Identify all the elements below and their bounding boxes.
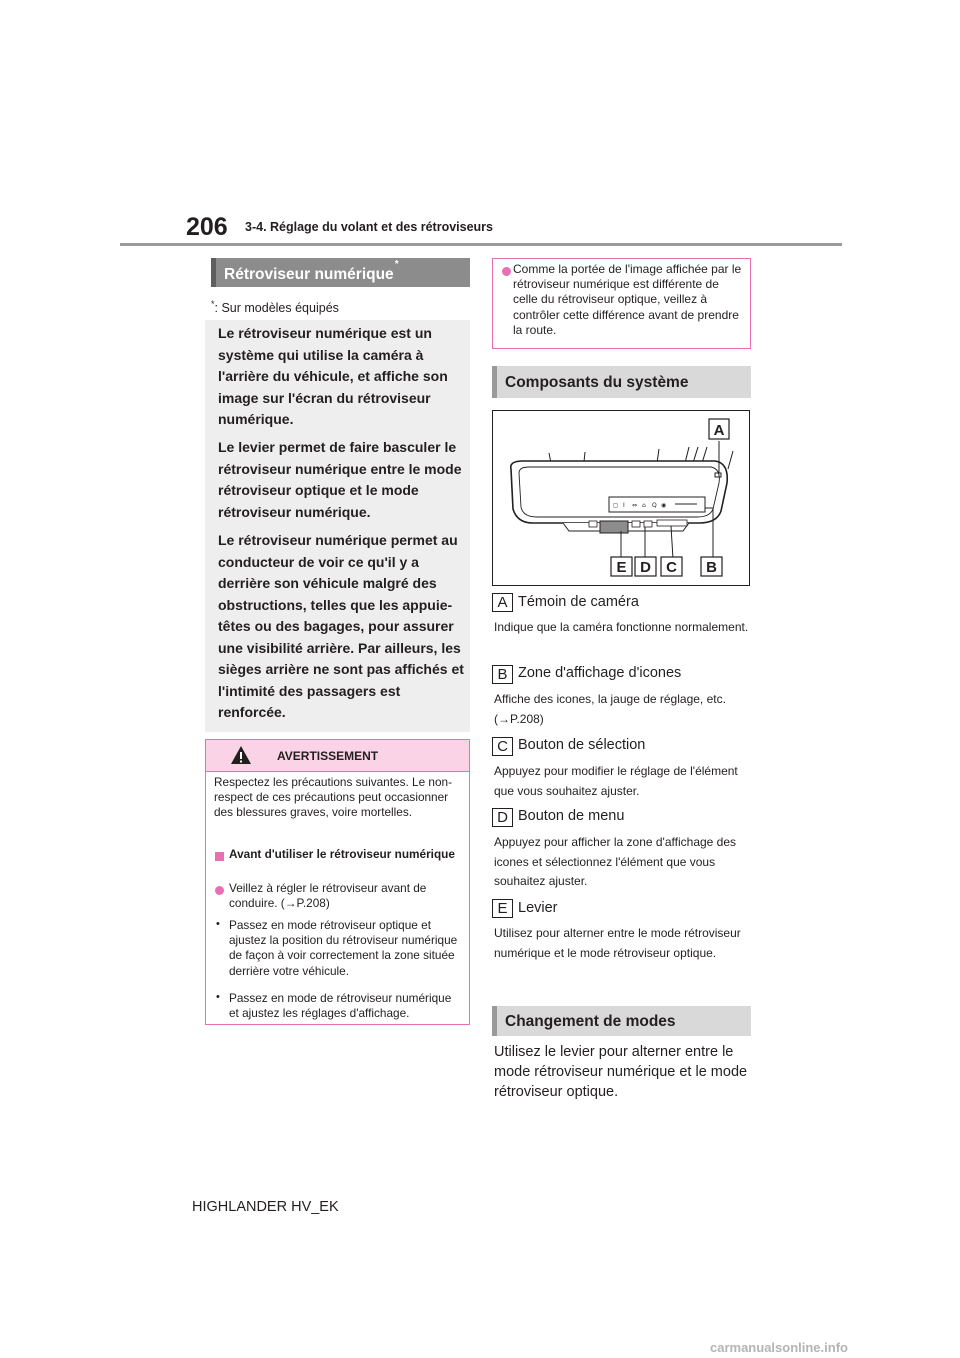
diagram-label-e: E	[616, 559, 627, 576]
section-title-modes	[492, 1006, 751, 1036]
warning-title: AVERTISSEMENT	[277, 749, 379, 763]
item-letter-b: B	[492, 665, 513, 684]
section-title-text: Changement de modes	[505, 1013, 676, 1030]
diagram-label-b: B	[706, 559, 717, 576]
svg-text:⇔: ⇔	[632, 502, 638, 509]
item-desc-b: Affiche des icones, la jauge de réglage, etc. (→P.208)	[494, 692, 726, 726]
chapter-title: 3-4. Réglage du volant et des rétroviseurs	[245, 220, 493, 234]
diagram-label-c: C	[666, 559, 677, 576]
circle-bullet-icon	[215, 886, 224, 895]
intro-paragraph-2: Le levier permet de faire basculer le rétroviseur numérique entre le mode rétroviseur optique et le mode rétroviseur numérique.	[218, 439, 462, 520]
svg-text:Q: Q	[652, 502, 657, 509]
svg-text:◻: ◻	[613, 502, 618, 509]
mirror-diagram	[492, 410, 750, 586]
section-bar	[492, 1006, 497, 1036]
svg-text:◉: ◉	[661, 502, 667, 509]
intro-box	[205, 320, 470, 732]
section-title-components	[492, 366, 751, 398]
item-title-c: Bouton de sélection	[518, 737, 646, 753]
diagram-label-d: D	[640, 559, 651, 576]
item-desc-a: Indique que la caméra fonctionne normalement.	[494, 620, 749, 634]
square-bullet-icon	[215, 852, 224, 861]
mirror-illustration	[493, 411, 749, 585]
warning-bullet-1: Passez en mode rétroviseur optique et ajustez la position du rétroviseur numérique de façon à voir correctement la zone située derrière votre véhicule.	[229, 918, 458, 978]
svg-text:I: I	[623, 502, 625, 509]
note-text: Comme la portée de l'image affichée par le rétroviseur numérique est différente de celle du rétroviseur optique, veillez à contrôler cette différence avant de prendre la route.	[513, 262, 742, 337]
warning-circle-item: Veillez à régler le rétroviseur avant de conduire. (→P.208)	[229, 881, 427, 911]
footnote	[211, 299, 339, 315]
intro-paragraph-1: Le rétroviseur numérique est un système qui utilise la caméra à l'arrière du véhicule, et affiche son image sur l'écran du rétroviseur numérique.	[218, 325, 448, 427]
section-title-mark: *	[394, 259, 399, 270]
item-title-e: Levier	[518, 900, 558, 916]
warning-intro: Respectez les précautions suivantes. Le non-respect de ces précautions peut occasionner des blessures graves, voire mortelles.	[214, 775, 453, 820]
footer-model: HIGHLANDER HV_EK	[192, 1199, 339, 1215]
warning-header	[206, 740, 469, 772]
warning-divider	[206, 771, 469, 772]
modes-text: Utilisez le levier pour alterner entre le mode rétroviseur numérique et le mode rétroviseur optique.	[494, 1044, 748, 1100]
svg-text:⌂: ⌂	[642, 502, 646, 509]
section-title-text: Composants du système	[505, 374, 689, 391]
intro-paragraph-3: Le rétroviseur numérique permet au conducteur de voir ce qu'il y a derrière son véhicule malgré des obstructions, telles que les appuie-têtes ou des bagages, pour assurer une visibilité arrière. Par ailleurs, les sièges arrière ne sont pas affichés et l'intimité des passagers est renforcée.	[218, 532, 464, 720]
item-letter-d: D	[492, 808, 513, 827]
page-number: 206	[186, 213, 228, 241]
item-desc-c: Appuyez pour modifier le réglage de l'élément que vous souhaitez ajuster.	[494, 764, 738, 798]
item-title-a: Témoin de caméra	[518, 594, 639, 610]
warning-box	[205, 739, 470, 1025]
watermark: carmanualsonline.info	[710, 1340, 848, 1355]
item-letter-c: C	[492, 737, 513, 756]
item-title-b: Zone d'affichage d'icones	[518, 665, 682, 681]
item-letter-a: A	[492, 593, 513, 612]
bullet-dot-icon: •	[216, 918, 220, 930]
section-title-text: Rétroviseur numérique	[224, 266, 394, 284]
warning-triangle-icon	[230, 745, 252, 765]
warning-bullet-2: Passez en mode de rétroviseur numérique et ajustez les réglages d'affichage.	[229, 991, 452, 1021]
section-title-digital-mirror	[211, 258, 470, 287]
diagram-label-a: A	[713, 422, 725, 439]
section-bar	[492, 366, 497, 398]
header-rule	[120, 243, 842, 246]
item-title-d: Bouton de menu	[518, 808, 625, 824]
section-bar	[211, 258, 216, 287]
footnote-text: : Sur modèles équipés	[214, 301, 339, 316]
item-desc-d: Appuyez pour afficher la zone d'affichage des icones et sélectionnez l'élément que vous souhaitez ajuster.	[494, 835, 737, 889]
bullet-dot-icon: •	[216, 991, 220, 1003]
circle-bullet-icon	[502, 267, 511, 276]
item-letter-e: E	[492, 899, 513, 918]
item-desc-e: Utilisez pour alterner entre le mode rétroviseur numérique et le mode rétroviseur optique.	[494, 926, 741, 960]
footnote-mark: *	[211, 299, 215, 309]
note-box	[492, 258, 751, 349]
warning-heading: Avant d'utiliser le rétroviseur numérique	[229, 847, 455, 861]
